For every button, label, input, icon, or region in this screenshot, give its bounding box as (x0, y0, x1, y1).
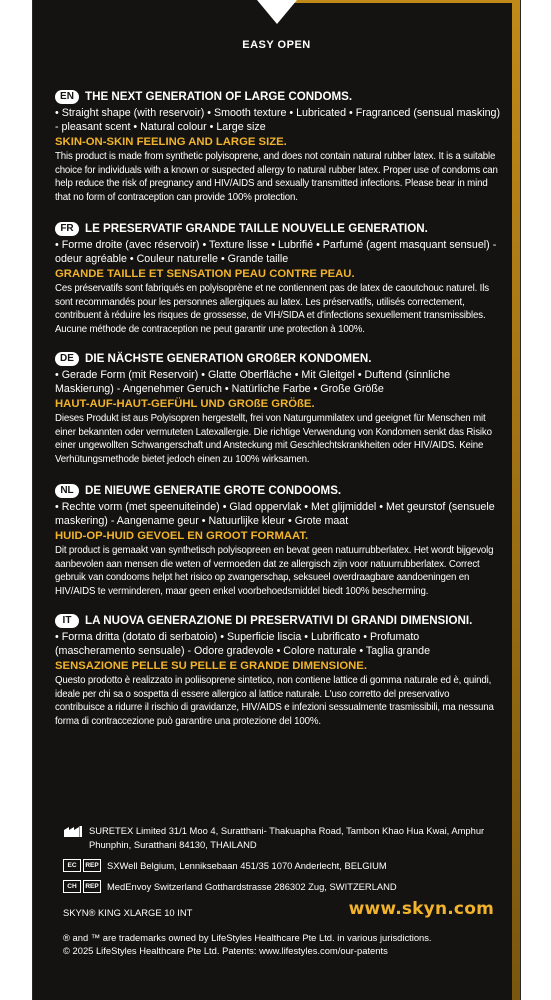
tagline: SKIN-ON-SKIN FEELING AND LARGE SIZE. (55, 136, 287, 148)
body-text: Dieses Produkt ist aus Polyisopren hergestellt, frei von Naturgummilatex und geeignet für Menschen mit einer bekannten oder vermuteten Latexallergie. Die richtige Verwendung von Kondomen senkt das Risiko einer ungewollten Schwangerschaft und Ansteckung mit Geschlechtskrankheiten oder HIV/AIDS. Keine Verhütungsmethode bietet jedoch einen zu 100% wirksamen. (55, 413, 492, 465)
heading-text: LE PRESERVATIF GRANDE TAILLE NOUVELLE GENERATION. (85, 222, 428, 235)
section-heading (55, 352, 501, 366)
language-badge-en: EN (55, 90, 79, 104)
heading-text: DE NIEUWE GENERATIE GROTE CONDOOMS. (85, 484, 342, 497)
tagline: GRANDE TAILLE ET SENSATION PEAU CONTRE PEAU. (55, 268, 355, 280)
accent-stripe-top (270, 0, 520, 3)
tagline: SENSAZIONE PELLE SU PELLE E GRANDE DIMENSIONE. (55, 660, 367, 672)
section-fr (55, 222, 501, 336)
representative-address: MedEnvoy Switzerland Gotthardstrasse 286302 Zug, SWITZERLAND (107, 881, 397, 892)
section-nl (55, 484, 501, 598)
section-heading (55, 614, 501, 628)
section-de (55, 352, 501, 466)
website-link[interactable]: www.skyn.com (348, 899, 494, 919)
package-back-panel (32, 0, 521, 1000)
legal-text (63, 931, 503, 957)
manufacturer-address: SURETEX Limited 31/1 Moo 4, Suratthani- Thakuapha Road, Tambon Khao Hua Kwai, Amphur Phunphin, Suratthani 84130, THAILAND (89, 825, 485, 850)
trademark-notice: ® and ™ are trademarks owned by LifeStyles Healthcare Pte Ltd. in various jurisdictions. (63, 932, 432, 943)
representative-row-ch (63, 880, 503, 894)
features-list: • Forme droite (avec réservoir) • Texture lisse • Lubrifié • Parfumé (agent masquant sensuel) - odeur agréable • Couleur naturelle • Grande taille (55, 239, 497, 265)
representative-address: SXWell Belgium, Lenniksebaan 451/35 1070 Anderlecht, BELGIUM (107, 860, 387, 871)
ec-rep-icon (63, 859, 101, 872)
features-list: • Gerade Form (mit Reservoir) • Glatte Oberfläche • Mit Gleitgel • Duftend (sinnliche Maskierung) - Angenehmer Geruch • Natürliche Farbe • Große Größe (55, 369, 451, 395)
language-badge-fr: FR (55, 222, 79, 236)
region-tag: EC (63, 859, 81, 872)
rep-tag: REP (83, 880, 101, 893)
body-text: This product is made from synthetic polyisoprene, and does not contain natural rubber latex. It is a suitable choice for individuals with a known or suspected allergy to natural rubber latex. Proper use of condoms can help reduce the risk of pregnancy and HIV/AIDS and sexually transmitted infections. Please bear in mind that no form of contraception can provide 100% protection. (55, 151, 498, 203)
section-heading (55, 90, 501, 104)
factory-icon (63, 826, 83, 838)
easy-open-label: EASY OPEN (242, 39, 311, 51)
product-name: SKYN® KING XLARGE 10 INT (63, 907, 193, 918)
language-badge-it: IT (55, 614, 79, 628)
language-badge-nl: NL (55, 484, 79, 498)
language-badge-de: DE (55, 352, 79, 366)
body-text: Ces préservatifs sont fabriqués en polyisoprène et ne contiennent pas de latex de caoutchouc naturel. Ils sont recommandés pour les personnes allergiques au latex. Les préservatifs, utilisés correctement, contribuent à réduire les risques de grossesse, de VIH/SIDA et d'infections sexuellement transmissibles. Aucune méthode de contraception ne peut garantir une protection à 100%. (55, 283, 489, 335)
manufacturer-block (63, 824, 503, 894)
heading-text: THE NEXT GENERATION OF LARGE CONDOMS. (85, 90, 353, 103)
section-heading (55, 484, 501, 498)
tagline: HAUT-AUF-HAUT-GEFÜHL UND GROßE GRÖßE. (55, 398, 315, 410)
body-text: Dit product is gemaakt van synthetisch polyisopreen en bevat geen natuurrubberlatex. Het wordt bijgevolg aanbevolen aan mensen die weten of vermoeden dat ze allergisch zijn voor natuurrubberlatex. Correct gebruik van condooms helpt het risico op zwangerschap, seksueel overdraagbare aandoeningen en HIV/AIDS te verminderen, maar geen enkel voorbehoedsmiddel biedt 100% bescherming. (55, 545, 494, 597)
region-tag: CH (63, 880, 81, 893)
rep-tag: REP (83, 859, 101, 872)
features-list: • Forma dritta (dotato di serbatoio) • Superficie liscia • Lubrificato • Profumato (mascheramento sensuale) - Odore gradevole • Colore naturale • Taglia grande (55, 631, 431, 657)
copyright-notice: © 2025 LifeStyles Healthcare Pte Ltd. Patents: www.lifestyles.com/our-patents (63, 945, 388, 956)
heading-text: DIE NÄCHSTE GENERATION GROßER KONDOMEN. (85, 352, 372, 365)
heading-text: LA NUOVA GENERAZIONE DI PRESERVATIVI DI GRANDI DIMENSIONI. (85, 614, 473, 627)
accent-stripe-right (512, 0, 520, 1000)
easy-open-notch-icon[interactable] (257, 0, 297, 26)
tagline: HUID-OP-HUID GEVOEL EN GROOT FORMAAT. (55, 530, 309, 542)
features-list: • Straight shape (with reservoir) • Smooth texture • Lubricated • Fragranced (sensual masking) - pleasant scent • Natural colour • Large size (55, 107, 501, 133)
manufacturer-row (63, 824, 503, 852)
representative-row-ec (63, 859, 503, 873)
section-heading (55, 222, 501, 236)
ch-rep-icon (63, 880, 101, 893)
body-text: Questo prodotto è realizzato in poliisoprene sintetico, non contiene lattice di gomma naturale ed è, quindi, ideale per chi sa o sospetta di essere allergico al lattice naturale. L'uso corretto del preservativo contribuisce a ridurre il rischio di gravidanze, HIV/AIDS e infezioni sessualmente trasmissibili, ma nessuna forma di contraccezione può garantire una protezione del 100%. (55, 675, 494, 727)
section-en (55, 90, 501, 204)
section-it (55, 614, 501, 728)
features-list: • Rechte vorm (met speenuiteinde) • Glad oppervlak • Met glijmiddel • Met geurstof (sensuele maskering) - Aangename geur • Natuurlijke kleur • Grote maat (55, 501, 495, 527)
